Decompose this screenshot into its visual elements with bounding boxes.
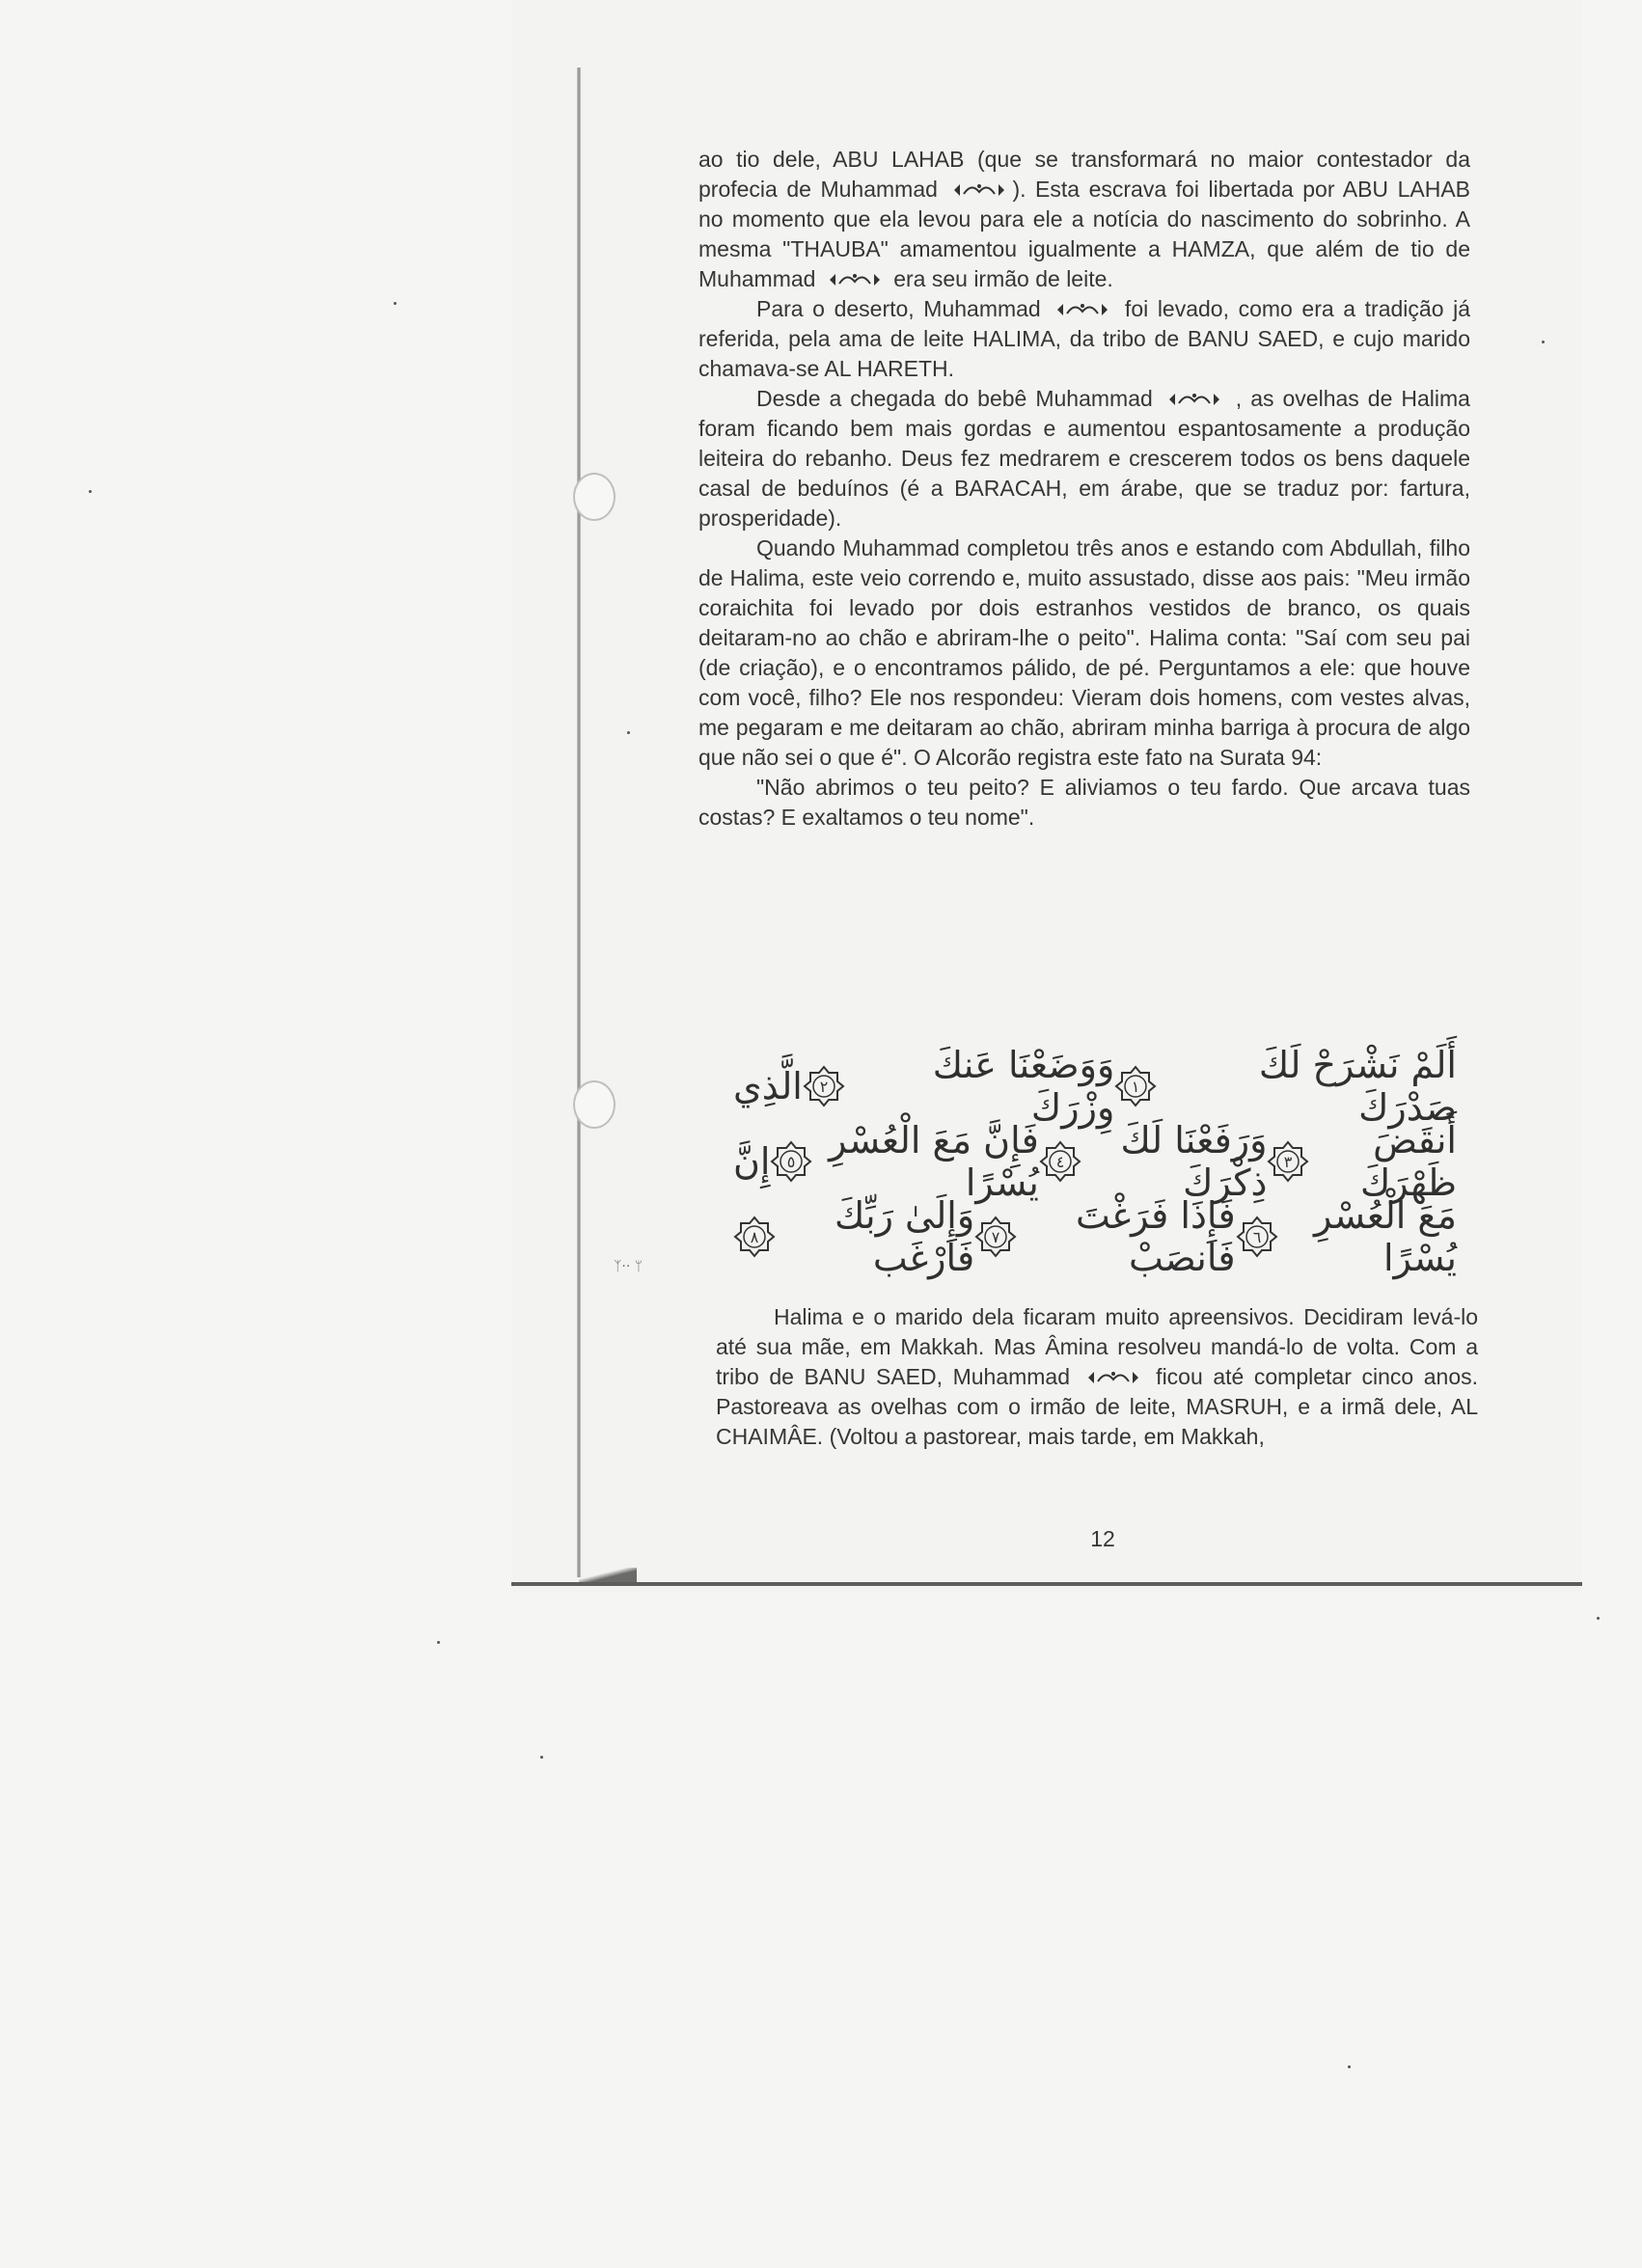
- quran-quote-translation: "Não abrimos o teu peito? E aliviamos o teu fardo. Que arcava tuas costas? E exaltamos o teu nome".: [698, 775, 1470, 830]
- arabic-verse-text: أَنقَضَ ظَهْرَكَ: [1359, 1119, 1457, 1204]
- ayah-end-marker-icon: [1114, 1065, 1157, 1107]
- body-text: [698, 145, 1470, 833]
- honorific-seal-icon: [952, 178, 1006, 202]
- dust-speck: [394, 302, 397, 305]
- svg-text:٣: ٣: [1284, 1153, 1293, 1171]
- paragraph-2: [698, 294, 1470, 384]
- paragraph-5-part-1: Halima e o marido dela ficaram muito apreensivos. Decidiram levá-lo até sua mãe, em Makkah. Mas Âmina resolveu mandá-lo de volta. Com a tribo de BANU SAED, Muhammad: [716, 1304, 1478, 1389]
- ayah-end-marker-icon: [1039, 1140, 1081, 1183]
- paragraph-2-part-2: foi levado, como era a tradição já referida, pela ama de leite HALIMA, da tribo de BANU SAED, e cujo marido chamava-se AL HARETH.: [698, 296, 1470, 381]
- svg-text:٢: ٢: [819, 1078, 829, 1096]
- punch-hole-top: [573, 473, 616, 521]
- arabic-verse-text: إِنَّ: [733, 1140, 771, 1183]
- paragraph-3-part-2: , as ovelhas de Halima foram ficando bem mais gordas e aumentou espantosamente a produção leiteira do rebanho. Deus fez medrarem e crescerem todos os bens daquele casal de beduínos (é a BARACAH, em árabe, que se traduz por: fartura, prosperidade).: [698, 386, 1470, 531]
- ayah-end-marker-icon: [1267, 1140, 1309, 1183]
- margin-pencil-marks: ᛉ·· ᛘ: [614, 1259, 643, 1274]
- honorific-seal-icon: [1167, 388, 1221, 411]
- paragraph-5-part-2: ficou até completar cinco anos. Pastoreava as ovelhas com o irmão de leite, MASRUH, e a irmã dele, AL CHAIMÂE. (Voltou a pastorear, mais tarde, em Makkah,: [716, 1364, 1478, 1449]
- page-number: 12: [1090, 1526, 1115, 1551]
- honorific-seal-icon: [1086, 1366, 1140, 1389]
- dust-speck: [540, 1756, 543, 1759]
- ayah-end-marker-icon: [803, 1065, 845, 1107]
- arabic-line-2: [733, 1119, 1457, 1204]
- bottom-edge-shadow: [579, 1568, 637, 1582]
- dust-speck: [627, 731, 630, 734]
- arabic-verse-text: مَعَ الْعُسْرِ يُسْرًا: [1314, 1194, 1457, 1279]
- paragraph-3-part-1: Desde a chegada do bebê Muhammad: [756, 386, 1162, 411]
- svg-text:٤: ٤: [1055, 1153, 1065, 1171]
- svg-text:٦: ٦: [1252, 1228, 1261, 1246]
- dust-speck: [437, 1641, 440, 1644]
- svg-text:٥: ٥: [787, 1153, 796, 1171]
- paragraph-1-part-3: era seu irmão de leite.: [887, 266, 1113, 291]
- arabic-line-1: [733, 1044, 1457, 1129]
- paragraph-1: [698, 145, 1470, 294]
- honorific-seal-icon: [828, 268, 882, 291]
- arabic-verse-text: وَوَضَعْنَا عَنكَ وِزْرَكَ: [932, 1044, 1115, 1129]
- arabic-verse-text: فَإِذَا فَرَغْتَ فَانصَبْ: [1075, 1194, 1236, 1279]
- arabic-verse-text: وَإِلَىٰ رَبِّكَ فَارْغَب: [835, 1194, 975, 1279]
- ayah-end-marker-icon: [733, 1216, 776, 1258]
- paragraph-4: Quando Muhammad completou três anos e estando com Abdullah, filho de Halima, este veio correndo e, muito assustado, disse aos pais: "Meu irmão coraichita foi levado por dois estranhos vestidos de branco, os quais deitaram-no ao chão e abriram-lhe o peito". Halima conta: "Saí com seu pai (de criação), e o encontramos pálido, de pé. Perguntamos a ele: que houve com você, filho? Ele nos respondeu: Vieram dois homens, com vestes alvas, me pegaram e me deitaram ao chão, abriram minha barriga à procura de algo que não sei o que é". O Alcorão registra este fato na Surata 94:: [698, 535, 1470, 770]
- paragraph-5: [716, 1302, 1478, 1452]
- ayah-end-marker-icon: [770, 1140, 812, 1183]
- dust-speck: [1597, 1617, 1600, 1620]
- punch-hole-bottom: [573, 1080, 616, 1129]
- arabic-verse-text: الَّذِي: [733, 1065, 803, 1107]
- bottom-edge: [511, 1582, 1582, 1586]
- honorific-seal-icon: [1055, 298, 1109, 321]
- paragraph-1-part-1: ao tio dele, ABU LAHAB (que se transformará no maior contestador da profecia de Muhammad: [698, 147, 1470, 202]
- paragraph-1-part-2: ). Esta escrava foi libertada por ABU LAHAB no momento que ela levou para ele a notícia do nascimento do sobrinho. A mesma "THAUBA" amamentou igualmente a HAMZA, que além de tio de Muhammad: [698, 177, 1471, 291]
- arabic-verse-text: وَرَفَعْنَا لَكَ ذِكْرَكَ: [1120, 1119, 1268, 1204]
- paragraph-3: [698, 384, 1470, 533]
- arabic-verse-text: أَلَمْ نَشْرَحْ لَكَ صَدْرَكَ: [1258, 1044, 1457, 1129]
- body-text-continued: [716, 1302, 1478, 1452]
- svg-text:١: ١: [1132, 1078, 1140, 1096]
- arabic-verses: [733, 1044, 1457, 1283]
- arabic-verse-text: فَإِنَّ مَعَ الْعُسْرِ يُسْرًا: [829, 1119, 1039, 1204]
- svg-text:٧: ٧: [991, 1228, 1000, 1246]
- paragraph-2-part-1: Para o deserto, Muhammad: [756, 296, 1051, 321]
- binding-edge: [577, 68, 581, 1577]
- dust-speck: [1542, 341, 1545, 343]
- dust-speck: [89, 490, 92, 493]
- dust-speck: [1348, 2065, 1351, 2068]
- arabic-line-3: [733, 1194, 1457, 1279]
- ayah-end-marker-icon: [1236, 1216, 1278, 1258]
- ayah-end-marker-icon: [974, 1216, 1017, 1258]
- svg-text:٨: ٨: [750, 1228, 759, 1246]
